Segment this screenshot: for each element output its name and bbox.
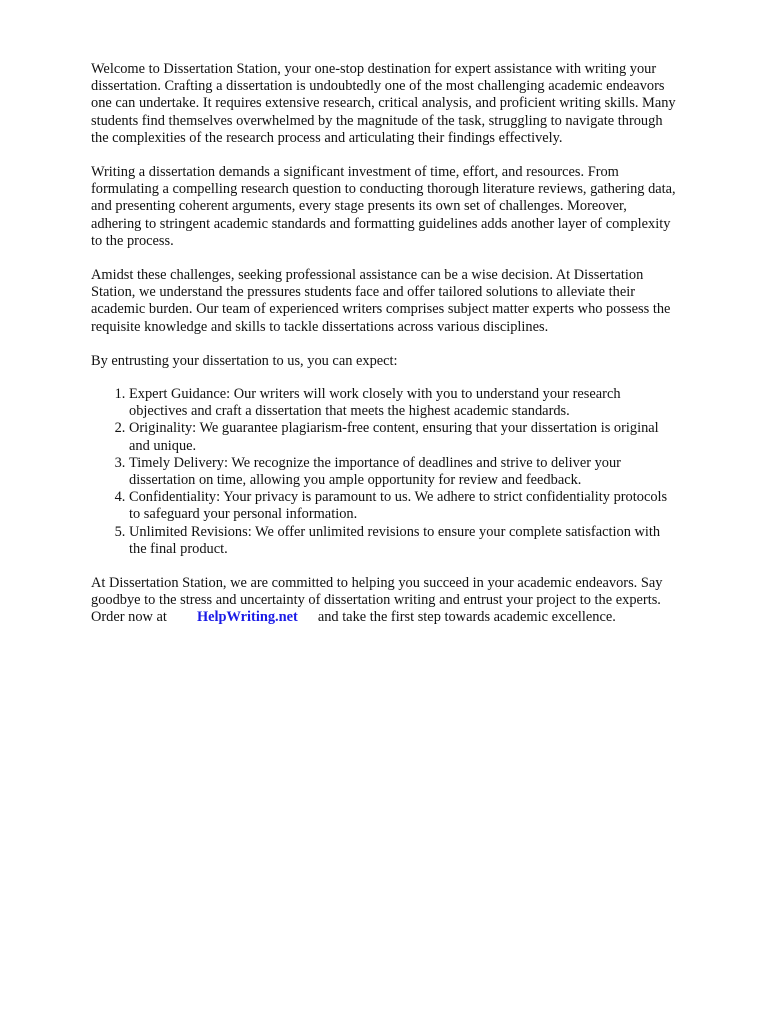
challenges-paragraph: Writing a dissertation demands a significant investment of time, effort, and resources. From formulating a compelling research question to conducting thorough literature reviews, gathering data, and presenting coherent arguments, every stage presents its own set of challenges. Moreover, adhering to stringent academic standards and formatting guidelines adds another layer of complexity to the process. [91,164,676,249]
list-item [129,524,727,558]
intro-paragraph: Welcome to Dissertation Station, your one-stop destination for expert assistance with writing your dissertation. Crafting a dissertation is undoubtedly one of the most challenging academic endeavors one can undertake. It requires extensive research, critical analysis, and proficient writing skills. Many students find themselves overwhelmed by the magnitude of the task, struggling to navigate through the complexities of the research process and articulating their findings effectively. [91,61,676,146]
after-link-text: and take the first step towards academic excellence. [317,609,616,626]
list-item [129,489,727,523]
list-item-text: Timely Delivery: We recognize the importance of deadlines and strive to deliver your dissertation on time, allowing you ample opportunity for review and feedback. [129,454,621,489]
assistance-paragraph: Amidst these challenges, seeking professional assistance can be a wise decision. At Dissertation Station, we understand the pressures students face and offer tailored solutions to alleviate their academic burden. Our team of experienced writers comprises subject matter experts who possess the requisite knowledge and skills to tackle dissertations across various disciplines. [91,267,671,335]
list-item [129,386,727,420]
closing-paragraph [91,575,727,627]
list-item [129,455,727,489]
list-item-text: Unlimited Revisions: We offer unlimited revisions to ensure your complete satisfaction with the final product. [129,523,661,557]
list-item-text: Confidentiality: Your privacy is paramount to us. We adhere to strict confidentiality protocols to safeguard your personal information. [129,489,668,523]
list-intro: By entrusting your dissertation to us, you can expect: [91,352,398,369]
closing-line-2: goodbye to the stress and uncertainty of dissertation writing and entrust your project to the experts. [91,592,661,609]
benefits-list [91,386,727,558]
closing-line-3 [91,609,727,626]
closing-line-1: At Dissertation Station, we are committed to helping you succeed in your academic endeavors. Say [91,575,663,592]
list-item [129,420,727,454]
document-page [91,61,727,627]
helpwriting-link[interactable]: HelpWriting.net [196,609,298,626]
list-item-text: Expert Guidance: Our writers will work closely with you to understand your research objectives and craft a dissertation that meets the highest academic standards. [129,386,621,420]
order-now-text: Order now at [91,609,167,626]
list-item-text: Originality: We guarantee plagiarism-free content, ensuring that your dissertation is original and unique. [129,420,659,454]
